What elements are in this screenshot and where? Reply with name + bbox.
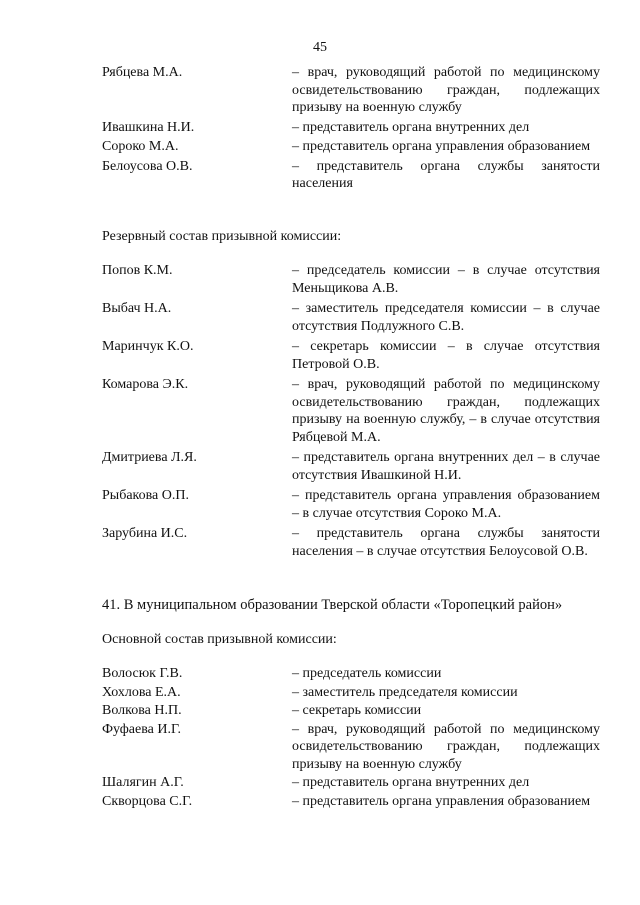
member-role: – представитель органа службы занятости населения – в случае отсутствия Белоусовой О.В. <box>292 526 600 559</box>
member-role: – заместитель председателя комиссии <box>292 684 518 700</box>
member-name: Рябцева М.А. <box>102 65 183 80</box>
member-row <box>102 119 600 137</box>
member-row <box>102 721 600 774</box>
member-name: Фуфаева И.Г. <box>102 721 181 737</box>
member-role: – врач, руководящий работой по медицинскому освидетельствованию граждан, подлежащих призыву на военную службу <box>292 721 600 772</box>
main-composition-heading: Основной состав призывной комиссии: <box>102 632 337 647</box>
member-row <box>102 525 600 560</box>
member-row <box>102 300 600 335</box>
member-name: Белоусова О.В. <box>102 158 193 174</box>
member-name: Ивашкина Н.И. <box>102 119 195 135</box>
member-name: Хохлова Е.А. <box>102 684 181 700</box>
member-role: – секретарь комиссии <box>292 703 422 718</box>
member-row <box>102 64 600 117</box>
member-role: – представитель органа управления образованием – в случае отсутствия Сороко М.А. <box>292 488 600 521</box>
member-row <box>102 158 600 193</box>
member-role: – заместитель председателя комиссии – в случае отсутствия Подлужного С.В. <box>292 301 600 334</box>
member-row <box>102 665 600 683</box>
member-role: – представитель органа внутренних дел <box>292 775 530 790</box>
member-row <box>102 262 600 297</box>
member-name: Зарубина И.С. <box>102 526 188 541</box>
commission-members-list <box>102 64 600 193</box>
toropets-members-list <box>102 665 600 810</box>
member-row <box>102 338 600 373</box>
member-role: – представитель органа управления образованием <box>292 793 591 809</box>
member-row <box>102 684 600 702</box>
member-role: – представитель органа управления образованием <box>292 139 591 154</box>
member-role: – врач, руководящий работой по медицинскому освидетельствованию граждан, подлежащих призыву на военную службу, – в случае отсутствия Рябцевой М.А. <box>292 377 600 445</box>
member-name: Рыбакова О.П. <box>102 488 189 503</box>
member-role: – председатель комиссии – в случае отсутствия Меньщикова А.В. <box>292 263 600 296</box>
member-role: – врач, руководящий работой по медицинскому освидетельствованию граждан, подлежащих призыву на военную службу <box>292 65 600 115</box>
member-role: – секретарь комиссии – в случае отсутствия Петровой О.В. <box>292 339 600 372</box>
member-row <box>102 487 600 522</box>
member-row <box>102 449 600 484</box>
reserve-members-list <box>102 262 600 560</box>
member-name: Выбач Н.А. <box>102 301 172 316</box>
member-row <box>102 376 600 446</box>
member-name: Шалягин А.Г. <box>102 775 184 790</box>
member-name: Маринчук К.О. <box>102 339 194 354</box>
member-name: Волосюк Г.В. <box>102 666 183 681</box>
member-name: Комарова Э.К. <box>102 377 189 392</box>
member-role: – председатель комиссии <box>292 666 442 681</box>
member-name: Сороко М.А. <box>102 139 179 154</box>
page-number: 45 <box>313 40 327 55</box>
member-role: – представитель органа внутренних дел <box>292 119 530 135</box>
member-role: – представитель органа службы занятости населения <box>292 158 600 191</box>
member-name: Дмитриева Л.Я. <box>102 450 197 465</box>
member-row <box>102 793 600 811</box>
member-name: Попов К.М. <box>102 263 173 278</box>
member-name: Волкова Н.П. <box>102 703 182 718</box>
member-name: Скворцова С.Г. <box>102 793 193 809</box>
member-row <box>102 702 600 720</box>
section-heading: 41. В муниципальном образовании Тверской области «Торопецкий район» <box>102 597 563 613</box>
member-row <box>102 138 600 156</box>
reserve-composition-heading: Резервный состав призывной комиссии: <box>102 229 342 244</box>
member-row <box>102 774 600 792</box>
member-role: – представитель органа внутренних дел – в случае отсутствия Ивашкиной Н.И. <box>292 450 600 483</box>
